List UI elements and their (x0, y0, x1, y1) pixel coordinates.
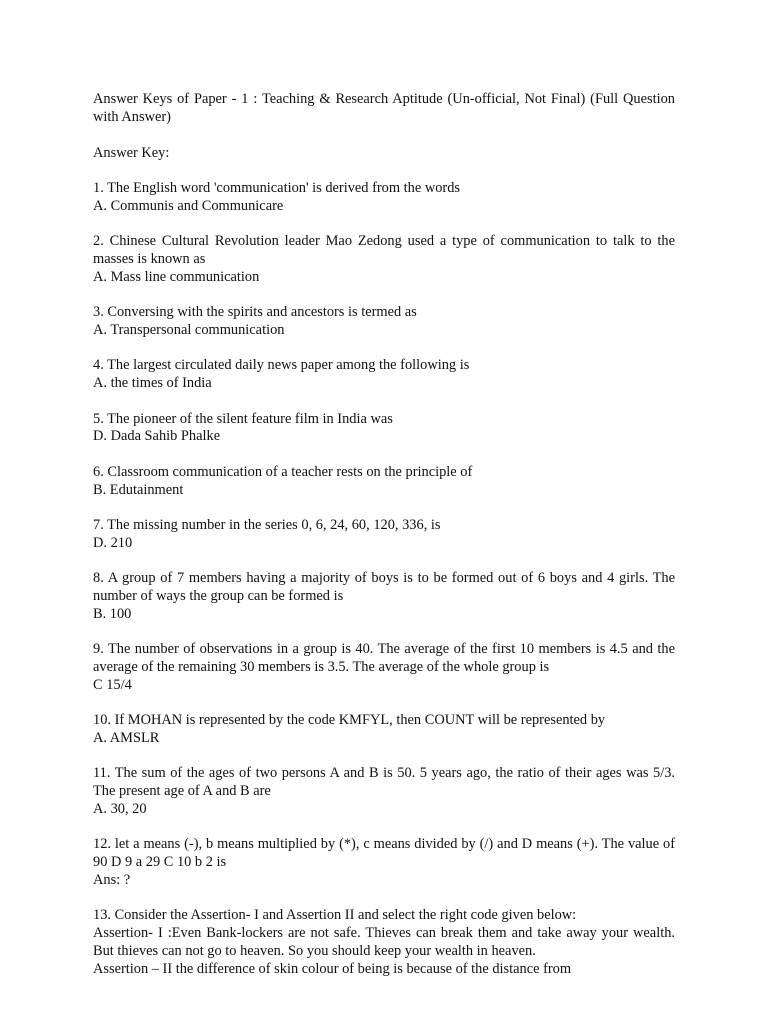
answer-text: D. 210 (93, 534, 133, 551)
qa-item (93, 411, 675, 447)
qa-item (93, 464, 675, 500)
qa-item (93, 712, 675, 748)
qa-item (93, 357, 675, 393)
assertion-one-text: Assertion- I :Even Bank-lockers are not safe. Thieves can break them and take away your wealth. But thieves can not go to heaven. So you should keep your wealth in heaven. (93, 925, 675, 959)
answer-text: Ans: ? (93, 871, 131, 888)
question-text: 3. Conversing with the spirits and ancestors is termed as (93, 304, 417, 321)
answer-text: D. Dada Sahib Phalke (93, 428, 221, 445)
answer-text: A. AMSLR (93, 729, 160, 746)
question-text: 13. Consider the Assertion- I and Assertion II and select the right code given below: (93, 907, 577, 924)
question-text: 4. The largest circulated daily news paper among the following is (93, 357, 470, 374)
qa-item (93, 765, 675, 818)
answer-key-heading: Answer Key: (93, 144, 170, 161)
question-text: 7. The missing number in the series 0, 6, 24, 60, 120, 336, is (93, 516, 441, 533)
qa-item (93, 641, 675, 694)
qa-item (93, 233, 675, 286)
answer-text: A. Transpersonal communication (93, 321, 285, 338)
answer-text: B. Edutainment (93, 481, 184, 498)
answer-text: C 15/4 (93, 676, 132, 693)
answer-text: A. the times of India (93, 375, 212, 392)
assertion-two-text: Assertion – II the difference of skin colour of being is because of the distance from (93, 960, 572, 977)
question-text: 10. If MOHAN is represented by the code KMFYL, then COUNT will be represented by (93, 712, 606, 729)
qa-item (93, 517, 675, 553)
answer-text: A. 30, 20 (93, 800, 147, 817)
question-text: 11. The sum of the ages of two persons A and B is 50. 5 years ago, the ratio of their ages was 5/3. The present age of A and B are (93, 765, 675, 800)
qa-item (93, 836, 675, 889)
question-text: 12. let a means (-), b means multiplied by (*), c means divided by (/) and D means (+). The value of 90 D 9 a 29 C 10 b 2 is (93, 836, 675, 871)
qa-item (93, 570, 675, 623)
question-text: 2. Chinese Cultural Revolution leader Mao Zedong used a type of communication to talk to the masses is known as (93, 233, 675, 267)
question-text: 1. The English word 'communication' is derived from the words (93, 179, 461, 196)
qa-item (93, 180, 675, 216)
answer-text: B. 100 (93, 605, 132, 622)
document-page (93, 91, 675, 996)
question-text: 6. Classroom communication of a teacher rests on the principle of (93, 463, 473, 480)
question-text: 8. A group of 7 members having a majority of boys is to be formed out of 6 boys and 4 girls. The number of ways the group can be formed is (93, 570, 675, 604)
question-text: 9. The number of observations in a group is 40. The average of the first 10 members is 4.5 and the average of the remaining 30 members is 3.5. The average of the whole group is (93, 641, 675, 675)
qa-item-assertion (93, 907, 675, 978)
qa-item (93, 304, 675, 340)
answer-text: A. Communis and Communicare (93, 197, 284, 214)
question-text: 5. The pioneer of the silent feature film in India was (93, 410, 393, 427)
answer-text: A. Mass line communication (93, 268, 260, 285)
document-title: Answer Keys of Paper - 1 : Teaching & Research Aptitude (Un-official, Not Final) (Full Question with Answer) (93, 91, 675, 125)
